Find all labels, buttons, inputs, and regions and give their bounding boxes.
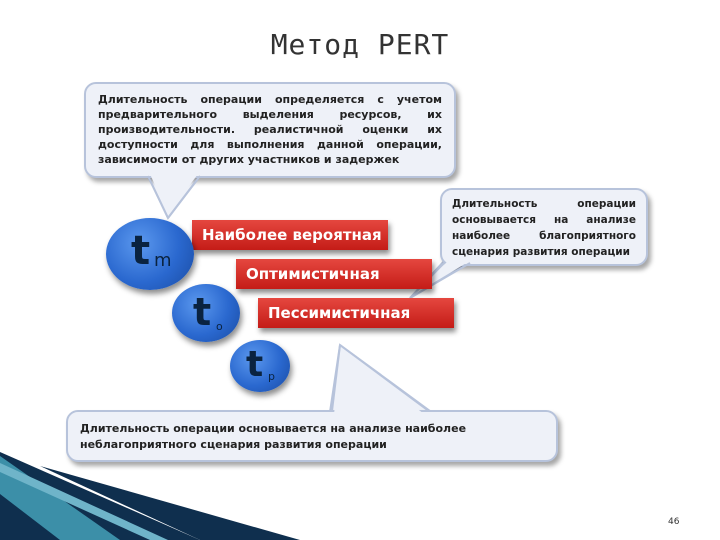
t-m-letter: t bbox=[131, 228, 151, 274]
pessimistic-bar: Пессимистичная bbox=[258, 298, 454, 328]
t-p-letter: t bbox=[246, 344, 264, 385]
t-p-subscript: p bbox=[268, 370, 275, 383]
top-callout-text: Длительность операции определяется с учетом предварительного выделения ресурсов, их производительности. реалистичной оценки их доступности для выполнения данной операции, зависимости от других участников и задержек bbox=[98, 93, 442, 166]
t-m-subscript: m bbox=[154, 250, 172, 271]
bottom-callout-text: Длительность операции основывается на анализе наиболее неблагоприятного сценария развития операции bbox=[80, 422, 467, 451]
most-likely-bar: Наиболее вероятная bbox=[192, 220, 388, 250]
optimistic-bar: Оптимистичная bbox=[236, 259, 432, 289]
page-number: 46 bbox=[668, 517, 680, 527]
t-o-letter: t bbox=[193, 290, 212, 334]
t-o-subscript: o bbox=[216, 320, 223, 333]
right-callout-text: Длительность операции основывается на анализе наиболее благоприятного сценария развития операции bbox=[452, 198, 636, 258]
slide-title: Метод PERT bbox=[270, 28, 450, 61]
